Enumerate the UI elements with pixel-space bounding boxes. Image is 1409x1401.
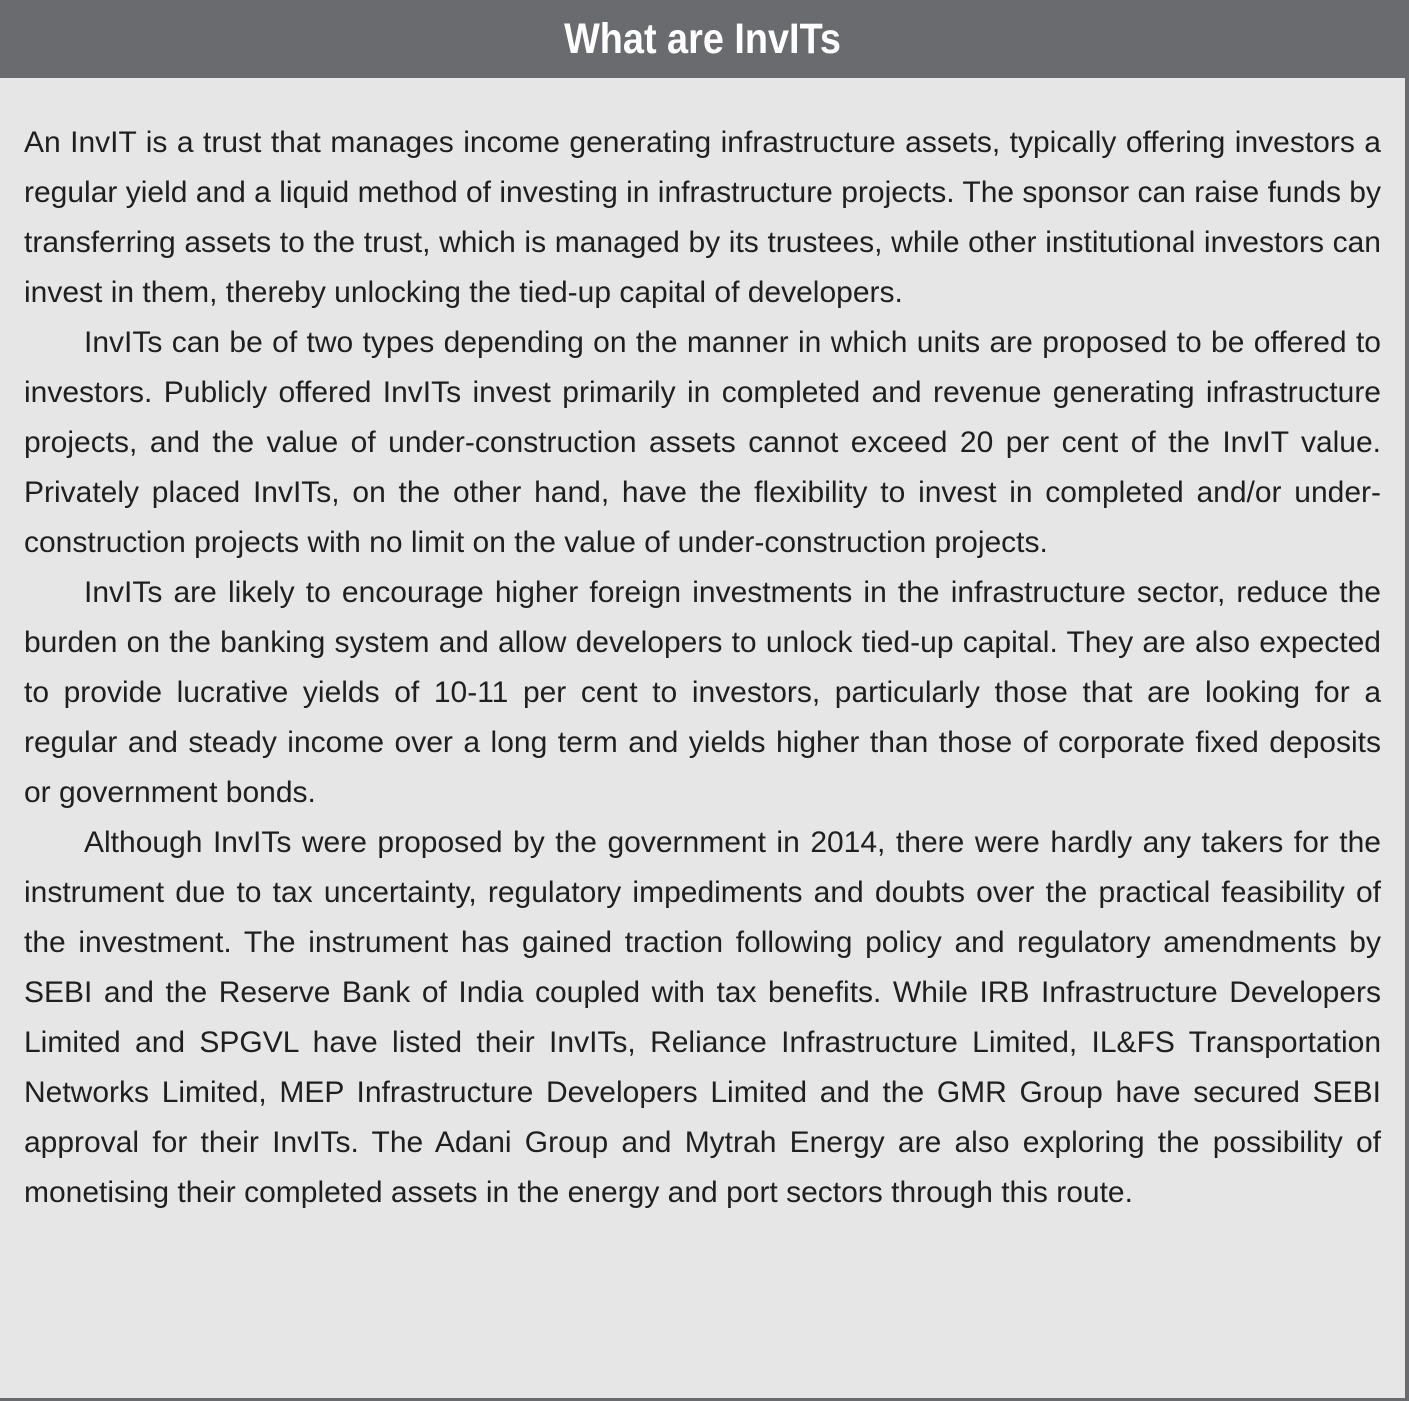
paragraph-2: InvITs can be of two types depending on the manner in which units are proposed to be offered to investors. Publicly offered InvITs invest primarily in completed and revenue generating infrastructure projects, and the value of under-construction assets cannot exceed 20 per cent of the InvIT value. Privately placed InvITs, on the other hand, have the flexibility to invest in completed and/or under-construction projects with no limit on the value of under-construction projects. [24,326,1381,559]
box-body [0,78,1405,1218]
paragraph-1: An InvIT is a trust that manages income generating infrastructure assets, typically offering investors a regular yield and a liquid method of investing in infrastructure projects. The sponsor can raise funds by transferring assets to the trust, which is managed by its trustees, while other institutional investors can invest in them, thereby unlocking the tied-up capital of developers. [24,126,1381,309]
box-header [0,0,1405,78]
paragraph-3: InvITs are likely to encourage higher foreign investments in the infrastructure sector, reduce the burden on the banking system and allow developers to unlock tied-up capital. They are also expected to provide lucrative yields of 10-11 per cent to investors, particularly those that are looking for a regular and steady income over a long term and yields higher than those of corporate fixed deposits or government bonds. [24,576,1381,809]
box-title: What are InvITs [84,0,1320,78]
paragraph-4: Although InvITs were proposed by the government in 2014, there were hardly any takers for the instrument due to tax uncertainty, regulatory impediments and doubts over the practical feasibility of the investment. The instrument has gained traction following policy and regulatory amendments by SEBI and the Reserve Bank of India coupled with tax benefits. While IRB Infrastructure Developers Limited and SPGVL have listed their InvITs, Reliance Infrastructure Limited, IL&FS Transportation Networks Limited, MEP Infrastructure Developers Limited and the GMR Group have secured SEBI approval for their InvITs. The Adani Group and Mytrah Energy are also exploring the possibility of monetising their completed assets in the energy and port sectors through this route. [24,826,1381,1209]
